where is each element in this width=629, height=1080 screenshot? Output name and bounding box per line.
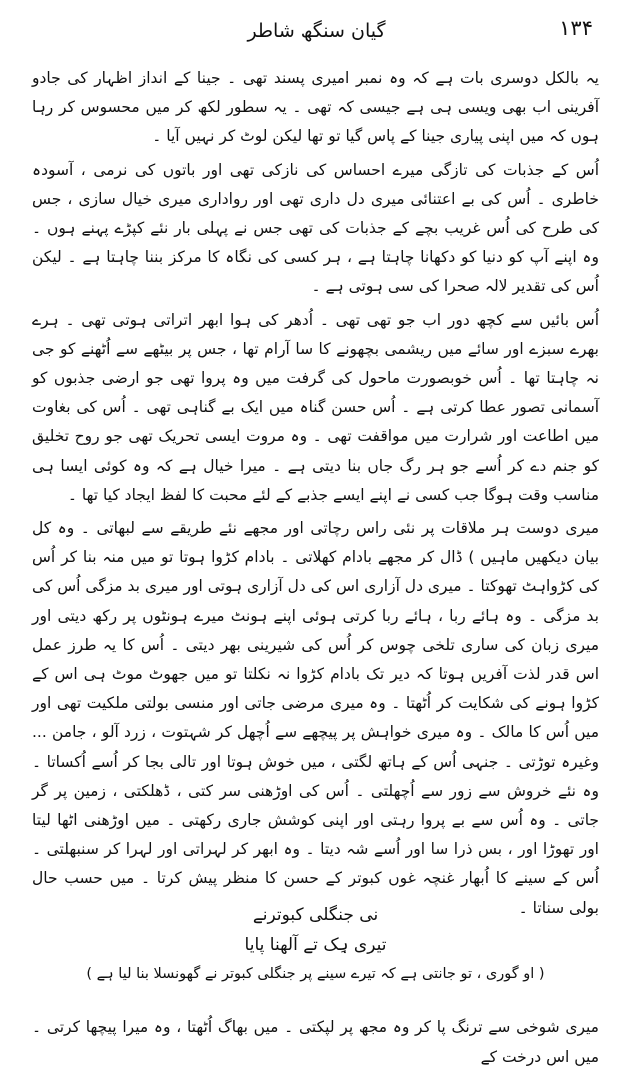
paragraph-3: اُس بائیں سے کچھ دور اب جو تھی تھی ۔ اُدھر کی ہوا ابھر اتراتی ہوتی تھی ۔ ہرے بھرے سبزے اور سائے میں ریشمی بچھونے کا سا آرام تھا ، جس پر بیٹھے سے اُٹھنے کو جی نہ چاہتا تھا ۔ اُس خوبصورت ماحول کی گرفت میں وہ پروا تھی جو ارضی جذبوں کو آسمانی تصور عطا کرتی ہے ۔ اُس حسن گناہ میں ایک بے گناہی تھی ۔ اُس کی بغاوت میں اطاعت اور شرارت میں مواقفت تھی ۔ وہ مروت ایسی تحریک تھی جو روح تخلیق کو جنم دے کر اُسے جو ہر رگ جاں بنا دیتی ہے ۔ میرا خیال ہے کہ وہ کوئی ایسا ہی مناسب وقت ہوگا جب کسی نے اپنے ایسے جذبے کے لئے محبت کا لفظ ایجاد کیا تھا ۔ [32, 310, 599, 504]
poem-translation: ( او گوری ، تو جانتی ہے کہ تیرے سینے پر جنگلی کبوتر نے گھونسلا بنا لیا ہے ) [86, 966, 545, 982]
continuation-line: میری شوخی سے ترنگ پا کر وہ مجھ پر لپکتی ۔ میں بھاگ اُٹھتا ، وہ میرا پیچھا کرتی ۔ میں اس درخت کے [32, 1018, 599, 1066]
page-number: ۱۳۴ [559, 16, 593, 40]
page-header [40, 14, 593, 54]
poem-block [32, 900, 599, 988]
paragraph-1: یہ بالکل دوسری بات ہے کہ وہ نمبر امیری پسند تھی ۔ جینا کے انداز اظہار کی جادو آفرینی اب بھی ویسی ہی ہے جیسی کہ تھی ۔ یہ سطور لکھ کر میں محسوس کر رہا ہوں کہ میں اپنی پیاری جینا کے پاس گیا تو تھا لیکن لوٹ کر نہیں آیا ۔ [32, 69, 599, 146]
running-title: گیان سنگھ شاطر [247, 20, 386, 42]
body-text [32, 64, 599, 927]
paragraph-4: میری دوست ہر ملاقات پر نئی راس رچاتی اور مجھے نئے طریقے سے لبھاتی ۔ وہ کل بیان دیکھیں ماہیں ) ڈال کر مجھے بادام کھلاتی ۔ بادام کڑوا ہوتا تو میں منہ بنا کر اُس کی کڑواہٹ تھوکتا ۔ میری دل آزاری اس کی دل آزاری ہوتی اور میری بد مزگی اُس کی بد مزگی ۔ وہ ہائے ربا ، ہائے ربا کرتی ہوئی اپنے ہونٹ میرے ہونٹوں پر رکھ دیتی اور میری زبان کی ساری تلخی چوس کر اُس کی شیرینی بھر دیتی ۔ اُس کا یہ طرز عمل اس قدر لذت آفریں ہوتا کہ دیر تک بادام کڑوا نہ نکلتا تو میں جھوٹ موٹ ہی اس کے کڑوا ہونے کی شکایت کر اُٹھتا ۔ وہ میری مرضی جاتی اور منسی بولتی ملکیت تھی اور میں اُس کا مالک ۔ وہ میری خواہش پر پیچھے سے اُچھل کر شہتوت ، زرد آلو ، جامن ... وغیرہ توڑتی ۔ جنہی اُس کے ہاتھ لگتی ، میں خوش ہوتا اور تالی بجا کر اُسے اُکساتا ۔ وہ نئے خروش سے زور سے اُچھلتی ۔ اُس کی اوڑھنی سر کتی ، ڈھلکتی ، زمین پر گر جاتی ۔ وہ اُس سے بے پروا رہتی اور اپنی کوشش جاری رکھتی ۔ میں اوڑھنی اٹھا لیتا اور تھوڑا اور ، بس ذرا سا اور اُسے شہ دیتا ۔ وہ ابھر کر لہراتی اور لہرا کر سنبھلتی ۔ اُس کے سینے کا اُبھار غنچہ غوں کبوتر کے حسن کا منظر پیش کرتا ۔ میں حسب حال بولی سناتا ۔ [32, 519, 599, 917]
paragraph-2: اُس کے جذبات کی تازگی میرے احساس کی نازکی تھی اور باتوں کی نرمی ، آسودہ خاطری ۔ اُس کی بے اعتنائی میری دل داری تھی اور رواداری میری خیال سازی ، جس کی طرح کی اُس غریب بچے کے جذبات کی تھی جس نے پہلی بار نئے کپڑے پہنے ہوں ۔ وہ اپنے آپ کو دنیا کو دکھانا چاہتا ہے ، ہر کسی کی نگاہ کا مرکز بننا چاہتا ہے ۔ لیکن اُس کی تقدیر لالہ صحرا کی سی ہوتی ہے ۔ [32, 160, 599, 296]
poem-line-2: تیری ہِک تے آلھنا پایا [244, 935, 387, 955]
poem-line-1: نی جنگلی کبوترنے [252, 905, 379, 925]
